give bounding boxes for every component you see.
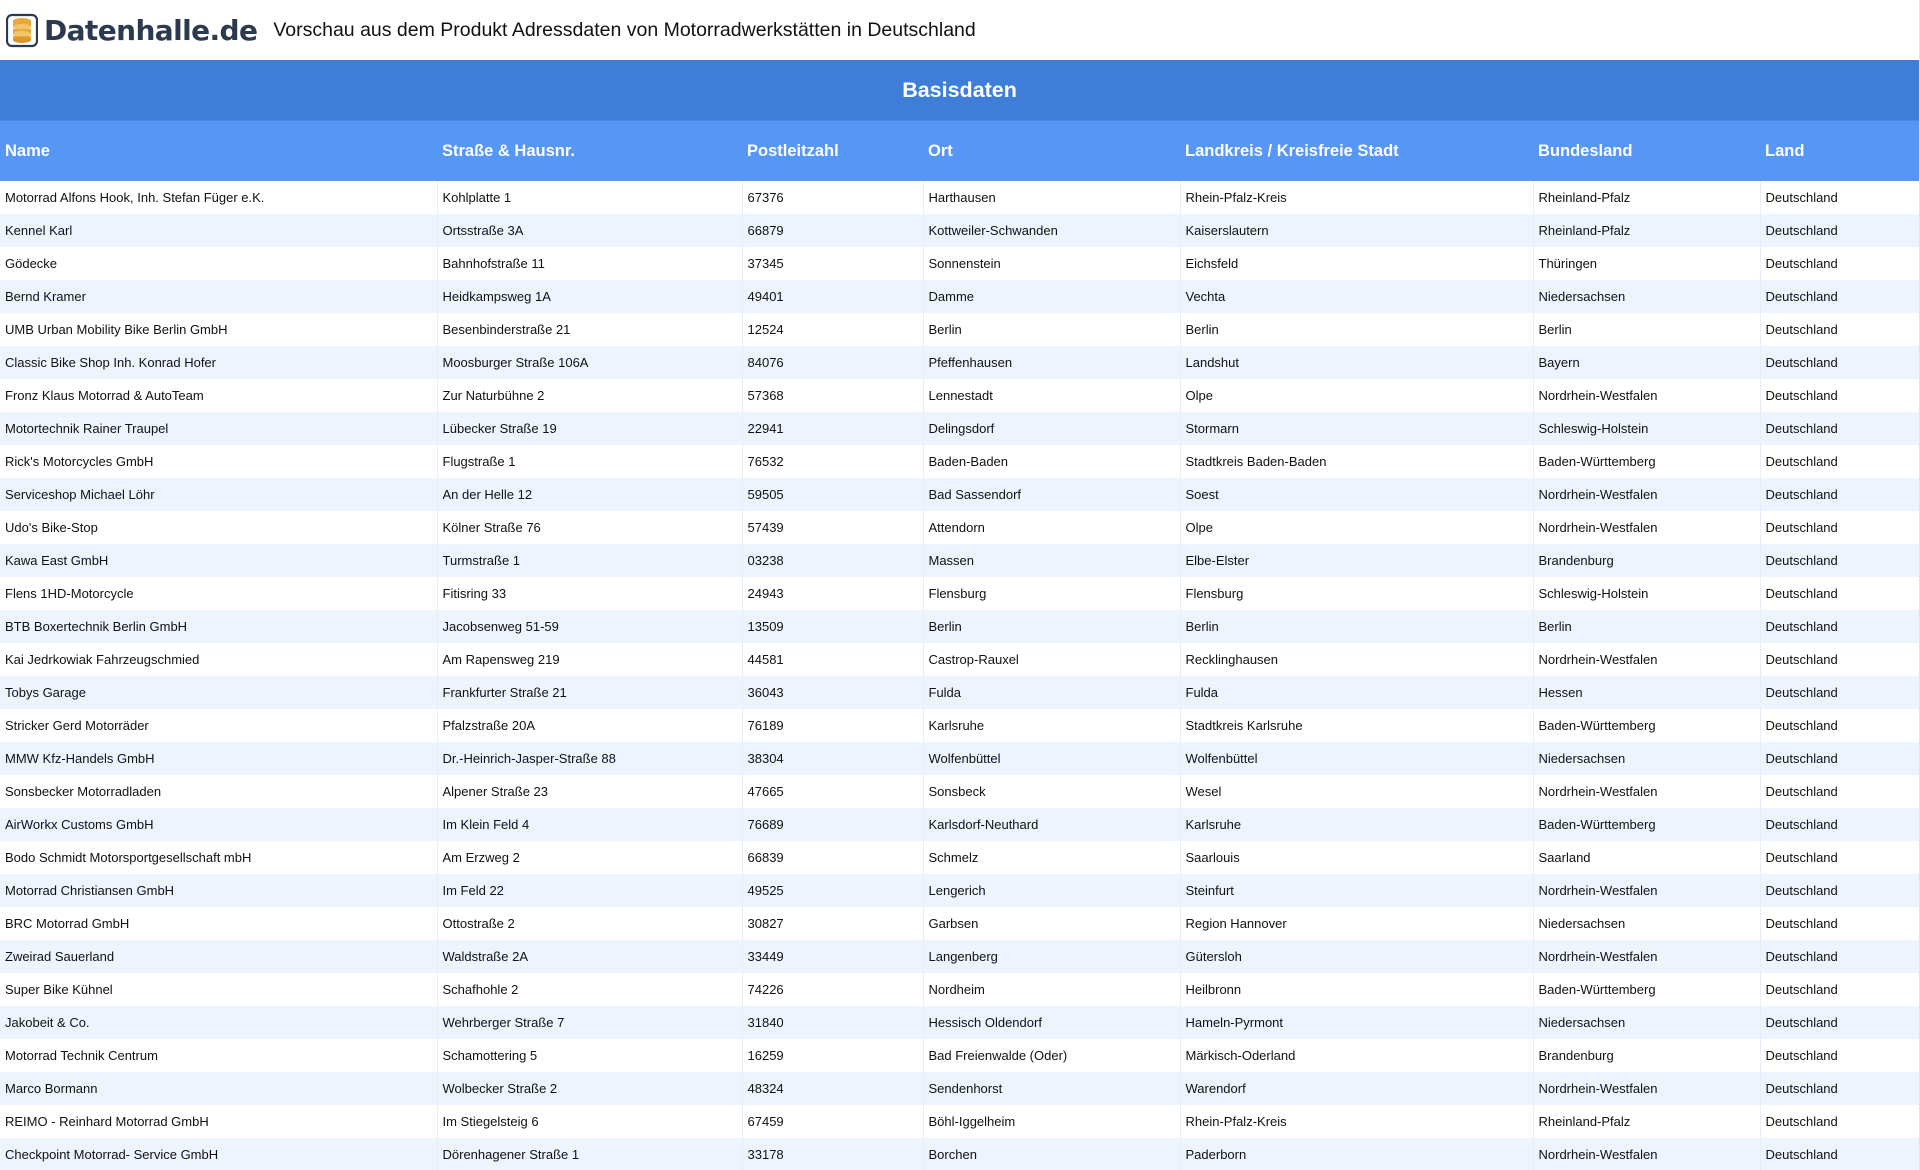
cell-strasse: Am Erzweg 2 [437, 841, 742, 874]
cell-postleitzahl: 76532 [742, 445, 923, 478]
cell-ort: Baden-Baden [923, 445, 1180, 478]
cell-name: AirWorkx Customs GmbH [0, 808, 437, 841]
cell-postleitzahl: 38304 [742, 742, 923, 775]
cell-postleitzahl: 67459 [742, 1105, 923, 1138]
cell-ort: Garbsen [923, 907, 1180, 940]
table-row[interactable] [0, 808, 1919, 841]
cell-strasse: Waldstraße 2A [437, 940, 742, 973]
cell-land: Deutschland [1760, 214, 1919, 247]
cell-name: Kai Jedrkowiak Fahrzeugschmied [0, 643, 437, 676]
cell-landkreis: Stormarn [1180, 412, 1533, 445]
cell-name: Fronz Klaus Motorrad & AutoTeam [0, 379, 437, 412]
cell-ort: Borchen [923, 1138, 1180, 1170]
cell-postleitzahl: 13509 [742, 610, 923, 643]
cell-land: Deutschland [1760, 742, 1919, 775]
cell-strasse: Kohlplatte 1 [437, 181, 742, 214]
cell-land: Deutschland [1760, 181, 1919, 214]
cell-strasse: Im Klein Feld 4 [437, 808, 742, 841]
cell-postleitzahl: 31840 [742, 1006, 923, 1039]
cell-landkreis: Steinfurt [1180, 874, 1533, 907]
column-header-bundesland[interactable]: Bundesland [1533, 121, 1760, 182]
cell-strasse: Kölner Straße 76 [437, 511, 742, 544]
cell-land: Deutschland [1760, 280, 1919, 313]
cell-land: Deutschland [1760, 1072, 1919, 1105]
cell-postleitzahl: 37345 [742, 247, 923, 280]
cell-bundesland: Rheinland-Pfalz [1533, 214, 1760, 247]
cell-postleitzahl: 03238 [742, 544, 923, 577]
cell-strasse: Flugstraße 1 [437, 445, 742, 478]
cell-name: Bernd Kramer [0, 280, 437, 313]
cell-ort: Karlsruhe [923, 709, 1180, 742]
cell-ort: Sonnenstein [923, 247, 1180, 280]
cell-ort: Sendenhorst [923, 1072, 1180, 1105]
cell-strasse: Schafhohle 2 [437, 973, 742, 1006]
cell-postleitzahl: 59505 [742, 478, 923, 511]
cell-bundesland: Schleswig-Holstein [1533, 412, 1760, 445]
cell-landkreis: Kaiserslautern [1180, 214, 1533, 247]
cell-landkreis: Elbe-Elster [1180, 544, 1533, 577]
brand-name: Datenhalle.de [44, 13, 258, 47]
table-row[interactable] [0, 379, 1919, 412]
cell-landkreis: Heilbronn [1180, 973, 1533, 1006]
cell-name: Stricker Gerd Motorräder [0, 709, 437, 742]
cell-land: Deutschland [1760, 544, 1919, 577]
page-title: Vorschau aus dem Produkt Adressdaten von Motorradwerkstätten in Deutschland [273, 18, 976, 41]
cell-name: UMB Urban Mobility Bike Berlin GmbH [0, 313, 437, 346]
cell-bundesland: Baden-Württemberg [1533, 445, 1760, 478]
cell-strasse: Frankfurter Straße 21 [437, 676, 742, 709]
cell-strasse: Schamottering 5 [437, 1039, 742, 1072]
table-row[interactable] [0, 1039, 1919, 1072]
table-body [0, 181, 1919, 1170]
database-icon [6, 12, 38, 48]
table-row[interactable] [0, 841, 1919, 874]
cell-landkreis: Rhein-Pfalz-Kreis [1180, 181, 1533, 214]
cell-bundesland: Nordrhein-Westfalen [1533, 874, 1760, 907]
cell-name: Marco Bormann [0, 1072, 437, 1105]
cell-strasse: Jacobsenweg 51-59 [437, 610, 742, 643]
cell-ort: Lennestadt [923, 379, 1180, 412]
cell-bundesland: Nordrhein-Westfalen [1533, 940, 1760, 973]
cell-landkreis: Märkisch-Oderland [1180, 1039, 1533, 1072]
cell-landkreis: Gütersloh [1180, 940, 1533, 973]
cell-bundesland: Berlin [1533, 610, 1760, 643]
cell-name: Super Bike Kühnel [0, 973, 437, 1006]
cell-land: Deutschland [1760, 841, 1919, 874]
cell-name: BRC Motorrad GmbH [0, 907, 437, 940]
cell-postleitzahl: 76689 [742, 808, 923, 841]
cell-bundesland: Berlin [1533, 313, 1760, 346]
cell-strasse: Besenbinderstraße 21 [437, 313, 742, 346]
cell-postleitzahl: 48324 [742, 1072, 923, 1105]
cell-bundesland: Schleswig-Holstein [1533, 577, 1760, 610]
cell-postleitzahl: 44581 [742, 643, 923, 676]
cell-ort: Böhl-Iggelheim [923, 1105, 1180, 1138]
cell-strasse: Ortsstraße 3A [437, 214, 742, 247]
cell-strasse: Moosburger Straße 106A [437, 346, 742, 379]
table-row[interactable] [0, 940, 1919, 973]
column-header-name[interactable]: Name [0, 121, 437, 182]
cell-strasse: Wehrberger Straße 7 [437, 1006, 742, 1039]
table-row[interactable] [0, 478, 1919, 511]
cell-landkreis: Vechta [1180, 280, 1533, 313]
cell-name: Udo's Bike-Stop [0, 511, 437, 544]
cell-name: Checkpoint Motorrad- Service GmbH [0, 1138, 437, 1170]
brand-logo[interactable] [6, 0, 273, 60]
cell-bundesland: Baden-Württemberg [1533, 808, 1760, 841]
cell-name: BTB Boxertechnik Berlin GmbH [0, 610, 437, 643]
cell-landkreis: Stadtkreis Karlsruhe [1180, 709, 1533, 742]
cell-bundesland: Rheinland-Pfalz [1533, 181, 1760, 214]
cell-bundesland: Nordrhein-Westfalen [1533, 379, 1760, 412]
cell-land: Deutschland [1760, 1105, 1919, 1138]
cell-ort: Bad Freienwalde (Oder) [923, 1039, 1180, 1072]
cell-bundesland: Nordrhein-Westfalen [1533, 775, 1760, 808]
cell-ort: Harthausen [923, 181, 1180, 214]
cell-land: Deutschland [1760, 313, 1919, 346]
address-table [0, 60, 1920, 1170]
cell-land: Deutschland [1760, 379, 1919, 412]
cell-strasse: An der Helle 12 [437, 478, 742, 511]
cell-bundesland: Baden-Württemberg [1533, 973, 1760, 1006]
cell-landkreis: Wolfenbüttel [1180, 742, 1533, 775]
table-row[interactable] [0, 907, 1919, 940]
cell-land: Deutschland [1760, 247, 1919, 280]
cell-landkreis: Warendorf [1180, 1072, 1533, 1105]
cell-ort: Pfeffenhausen [923, 346, 1180, 379]
cell-ort: Lengerich [923, 874, 1180, 907]
cell-bundesland: Nordrhein-Westfalen [1533, 643, 1760, 676]
cell-name: Motorrad Technik Centrum [0, 1039, 437, 1072]
table-row[interactable] [0, 412, 1919, 445]
cell-bundesland: Baden-Württemberg [1533, 709, 1760, 742]
cell-land: Deutschland [1760, 808, 1919, 841]
cell-strasse: Lübecker Straße 19 [437, 412, 742, 445]
cell-landkreis: Recklinghausen [1180, 643, 1533, 676]
cell-land: Deutschland [1760, 346, 1919, 379]
cell-landkreis: Wesel [1180, 775, 1533, 808]
cell-strasse: Zur Naturbühne 2 [437, 379, 742, 412]
table-row[interactable] [0, 445, 1919, 478]
table-row[interactable] [0, 280, 1919, 313]
cell-postleitzahl: 76189 [742, 709, 923, 742]
cell-name: Kennel Karl [0, 214, 437, 247]
cell-land: Deutschland [1760, 907, 1919, 940]
cell-land: Deutschland [1760, 874, 1919, 907]
cell-strasse: Im Stiegelsteig 6 [437, 1105, 742, 1138]
cell-landkreis: Stadtkreis Baden-Baden [1180, 445, 1533, 478]
cell-landkreis: Olpe [1180, 511, 1533, 544]
cell-bundesland: Nordrhein-Westfalen [1533, 1138, 1760, 1170]
cell-name: Flens 1HD-Motorcycle [0, 577, 437, 610]
cell-land: Deutschland [1760, 1006, 1919, 1039]
cell-name: Sonsbecker Motorradladen [0, 775, 437, 808]
table-row[interactable] [0, 511, 1919, 544]
cell-strasse: Dörenhagener Straße 1 [437, 1138, 742, 1170]
cell-landkreis: Region Hannover [1180, 907, 1533, 940]
cell-ort: Sonsbeck [923, 775, 1180, 808]
table-row[interactable] [0, 1138, 1919, 1170]
cell-postleitzahl: 49401 [742, 280, 923, 313]
cell-landkreis: Karlsruhe [1180, 808, 1533, 841]
cell-name: Motortechnik Rainer Traupel [0, 412, 437, 445]
top-bar [0, 0, 1920, 60]
cell-postleitzahl: 33178 [742, 1138, 923, 1170]
cell-name: Rick's Motorcycles GmbH [0, 445, 437, 478]
cell-bundesland: Brandenburg [1533, 544, 1760, 577]
cell-postleitzahl: 30827 [742, 907, 923, 940]
cell-bundesland: Nordrhein-Westfalen [1533, 478, 1760, 511]
cell-ort: Berlin [923, 313, 1180, 346]
table-row[interactable] [0, 1006, 1919, 1039]
cell-landkreis: Fulda [1180, 676, 1533, 709]
cell-strasse: Bahnhofstraße 11 [437, 247, 742, 280]
table-row[interactable] [0, 313, 1919, 346]
cell-postleitzahl: 33449 [742, 940, 923, 973]
cell-postleitzahl: 47665 [742, 775, 923, 808]
cell-bundesland: Niedersachsen [1533, 1006, 1760, 1039]
cell-land: Deutschland [1760, 709, 1919, 742]
cell-postleitzahl: 57368 [742, 379, 923, 412]
cell-postleitzahl: 66879 [742, 214, 923, 247]
cell-postleitzahl: 66839 [742, 841, 923, 874]
cell-postleitzahl: 22941 [742, 412, 923, 445]
cell-bundesland: Niedersachsen [1533, 907, 1760, 940]
cell-bundesland: Niedersachsen [1533, 280, 1760, 313]
table-row[interactable] [0, 1105, 1919, 1138]
column-header-ort[interactable]: Ort [923, 121, 1180, 182]
cell-land: Deutschland [1760, 1039, 1919, 1072]
cell-landkreis: Flensburg [1180, 577, 1533, 610]
cell-ort: Fulda [923, 676, 1180, 709]
cell-name: Tobys Garage [0, 676, 437, 709]
cell-ort: Massen [923, 544, 1180, 577]
cell-name: Bodo Schmidt Motorsportgesellschaft mbH [0, 841, 437, 874]
cell-ort: Schmelz [923, 841, 1180, 874]
cell-strasse: Wolbecker Straße 2 [437, 1072, 742, 1105]
cell-strasse: Ottostraße 2 [437, 907, 742, 940]
cell-landkreis: Eichsfeld [1180, 247, 1533, 280]
cell-ort: Attendorn [923, 511, 1180, 544]
cell-bundesland: Nordrhein-Westfalen [1533, 1072, 1760, 1105]
cell-landkreis: Landshut [1180, 346, 1533, 379]
cell-postleitzahl: 16259 [742, 1039, 923, 1072]
cell-name: MMW Kfz-Handels GmbH [0, 742, 437, 775]
cell-strasse: Alpener Straße 23 [437, 775, 742, 808]
cell-strasse: Pfalzstraße 20A [437, 709, 742, 742]
column-header-land[interactable]: Land [1760, 121, 1919, 182]
cell-name: Zweirad Sauerland [0, 940, 437, 973]
cell-landkreis: Rhein-Pfalz-Kreis [1180, 1105, 1533, 1138]
cell-ort: Delingsdorf [923, 412, 1180, 445]
cell-ort: Nordheim [923, 973, 1180, 1006]
column-header-strasse[interactable]: Straße & Hausnr. [437, 121, 742, 182]
cell-name: Gödecke [0, 247, 437, 280]
cell-land: Deutschland [1760, 973, 1919, 1006]
cell-bundesland: Saarland [1533, 841, 1760, 874]
cell-bundesland: Thüringen [1533, 247, 1760, 280]
cell-ort: Flensburg [923, 577, 1180, 610]
cell-land: Deutschland [1760, 940, 1919, 973]
cell-bundesland: Hessen [1533, 676, 1760, 709]
cell-landkreis: Saarlouis [1180, 841, 1533, 874]
cell-land: Deutschland [1760, 412, 1919, 445]
table-row[interactable] [0, 346, 1919, 379]
table-row[interactable] [0, 709, 1919, 742]
cell-land: Deutschland [1760, 577, 1919, 610]
cell-strasse: Am Rapensweg 219 [437, 643, 742, 676]
cell-landkreis: Hameln-Pyrmont [1180, 1006, 1533, 1039]
table-row[interactable] [0, 214, 1919, 247]
cell-name: Motorrad Alfons Hook, Inh. Stefan Füger e.K. [0, 181, 437, 214]
cell-landkreis: Soest [1180, 478, 1533, 511]
cell-land: Deutschland [1760, 511, 1919, 544]
cell-postleitzahl: 74226 [742, 973, 923, 1006]
group-header-basisdaten: Basisdaten [0, 60, 1919, 121]
cell-strasse: Heidkampsweg 1A [437, 280, 742, 313]
cell-bundesland: Brandenburg [1533, 1039, 1760, 1072]
cell-name: Classic Bike Shop Inh. Konrad Hofer [0, 346, 437, 379]
table-row[interactable] [0, 775, 1919, 808]
cell-land: Deutschland [1760, 610, 1919, 643]
table-row[interactable] [0, 1072, 1919, 1105]
cell-landkreis: Berlin [1180, 610, 1533, 643]
cell-bundesland: Bayern [1533, 346, 1760, 379]
cell-postleitzahl: 12524 [742, 313, 923, 346]
table-row[interactable] [0, 742, 1919, 775]
table-row[interactable] [0, 643, 1919, 676]
table-row[interactable] [0, 181, 1919, 214]
column-header-row [0, 121, 1919, 182]
cell-name: Jakobeit & Co. [0, 1006, 437, 1039]
cell-name: Motorrad Christiansen GmbH [0, 874, 437, 907]
cell-bundesland: Rheinland-Pfalz [1533, 1105, 1760, 1138]
cell-ort: Damme [923, 280, 1180, 313]
cell-name: REIMO - Reinhard Motorrad GmbH [0, 1105, 437, 1138]
cell-bundesland: Niedersachsen [1533, 742, 1760, 775]
table-row[interactable] [0, 247, 1919, 280]
cell-name: Serviceshop Michael Löhr [0, 478, 437, 511]
table-row[interactable] [0, 544, 1919, 577]
cell-land: Deutschland [1760, 643, 1919, 676]
column-header-postleitzahl[interactable]: Postleitzahl [742, 121, 923, 182]
cell-postleitzahl: 36043 [742, 676, 923, 709]
cell-ort: Castrop-Rauxel [923, 643, 1180, 676]
cell-bundesland: Nordrhein-Westfalen [1533, 511, 1760, 544]
table-row[interactable] [0, 676, 1919, 709]
cell-ort: Kottweiler-Schwanden [923, 214, 1180, 247]
cell-postleitzahl: 57439 [742, 511, 923, 544]
cell-land: Deutschland [1760, 775, 1919, 808]
cell-land: Deutschland [1760, 676, 1919, 709]
cell-land: Deutschland [1760, 1138, 1919, 1170]
table-row[interactable] [0, 874, 1919, 907]
data-table-container [0, 60, 1919, 1170]
cell-postleitzahl: 24943 [742, 577, 923, 610]
cell-land: Deutschland [1760, 445, 1919, 478]
cell-strasse: Dr.-Heinrich-Jasper-Straße 88 [437, 742, 742, 775]
cell-postleitzahl: 49525 [742, 874, 923, 907]
cell-ort: Bad Sassendorf [923, 478, 1180, 511]
cell-ort: Hessisch Oldendorf [923, 1006, 1180, 1039]
cell-strasse: Im Feld 22 [437, 874, 742, 907]
cell-postleitzahl: 67376 [742, 181, 923, 214]
table-row[interactable] [0, 577, 1919, 610]
cell-ort: Berlin [923, 610, 1180, 643]
table-row[interactable] [0, 610, 1919, 643]
cell-landkreis: Olpe [1180, 379, 1533, 412]
cell-landkreis: Paderborn [1180, 1138, 1533, 1170]
cell-strasse: Fitisring 33 [437, 577, 742, 610]
cell-ort: Langenberg [923, 940, 1180, 973]
cell-ort: Wolfenbüttel [923, 742, 1180, 775]
cell-land: Deutschland [1760, 478, 1919, 511]
table-row[interactable] [0, 973, 1919, 1006]
cell-postleitzahl: 84076 [742, 346, 923, 379]
cell-name: Kawa East GmbH [0, 544, 437, 577]
column-header-landkreis[interactable]: Landkreis / Kreisfreie Stadt [1180, 121, 1533, 182]
cell-strasse: Turmstraße 1 [437, 544, 742, 577]
cell-landkreis: Berlin [1180, 313, 1533, 346]
cell-ort: Karlsdorf-Neuthard [923, 808, 1180, 841]
